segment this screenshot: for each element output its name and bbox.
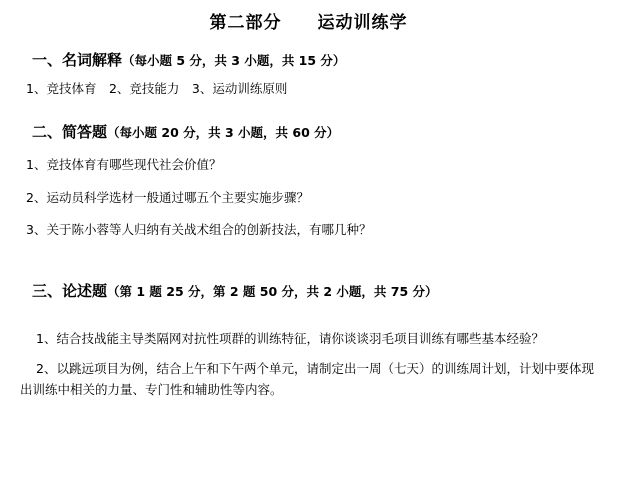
spacer	[18, 99, 599, 121]
section-heading-2-label: 二、简答题	[32, 122, 108, 141]
spacer	[18, 240, 599, 262]
spacer	[18, 142, 599, 156]
question-item: 2、运动员科学选材一般通过哪五个主要实施步骤？	[26, 189, 309, 205]
section-heading-3-note: （第 1 题 25 分，第 2 题 50 分，共 2 小题，共 75 分）	[107, 284, 438, 299]
spacer	[18, 262, 599, 280]
section-heading-2-note: （每小题 20 分，共 3 小题，共 60 分）	[107, 124, 340, 140]
spacer	[18, 70, 599, 80]
spacer	[18, 301, 599, 323]
document-page	[0, 8, 617, 482]
question-item: 3、关于陈小蓉等人归纳有关战术组合的创新技法，有哪几种？	[26, 222, 372, 238]
question-item: 1、竞技体育 2、竞技能力 3、运动训练原则	[26, 81, 288, 96]
spacer	[18, 175, 599, 189]
spacer	[18, 207, 599, 221]
section-heading-1-label: 一、名词解释	[32, 51, 123, 69]
section-heading-1	[18, 49, 599, 70]
question-item: 2、以跳远项目为例，结合上午和下午两个单元，请制定出一周（七天）的训练周计划，计划中要体现出训练中相关的力量、专门性和辅助性等内容。	[20, 361, 594, 397]
question-item: 1、结合技战能主导类隔网对抗性项群的训练特征，请你谈谈羽毛项目训练有哪些基本经验？	[36, 331, 544, 346]
question-item: 1、竞技体育有哪些现代社会价值？	[26, 156, 222, 172]
section-heading-1-note: （每小题 5 分，共 3 小题，共 15 分）	[122, 53, 346, 68]
page-title: 第二部分 运动训练学	[209, 13, 408, 33]
spacer	[18, 349, 599, 359]
section-heading-3-label: 三、论述题	[32, 282, 108, 300]
section-heading-3	[18, 280, 599, 301]
section-heading-2	[18, 121, 599, 142]
